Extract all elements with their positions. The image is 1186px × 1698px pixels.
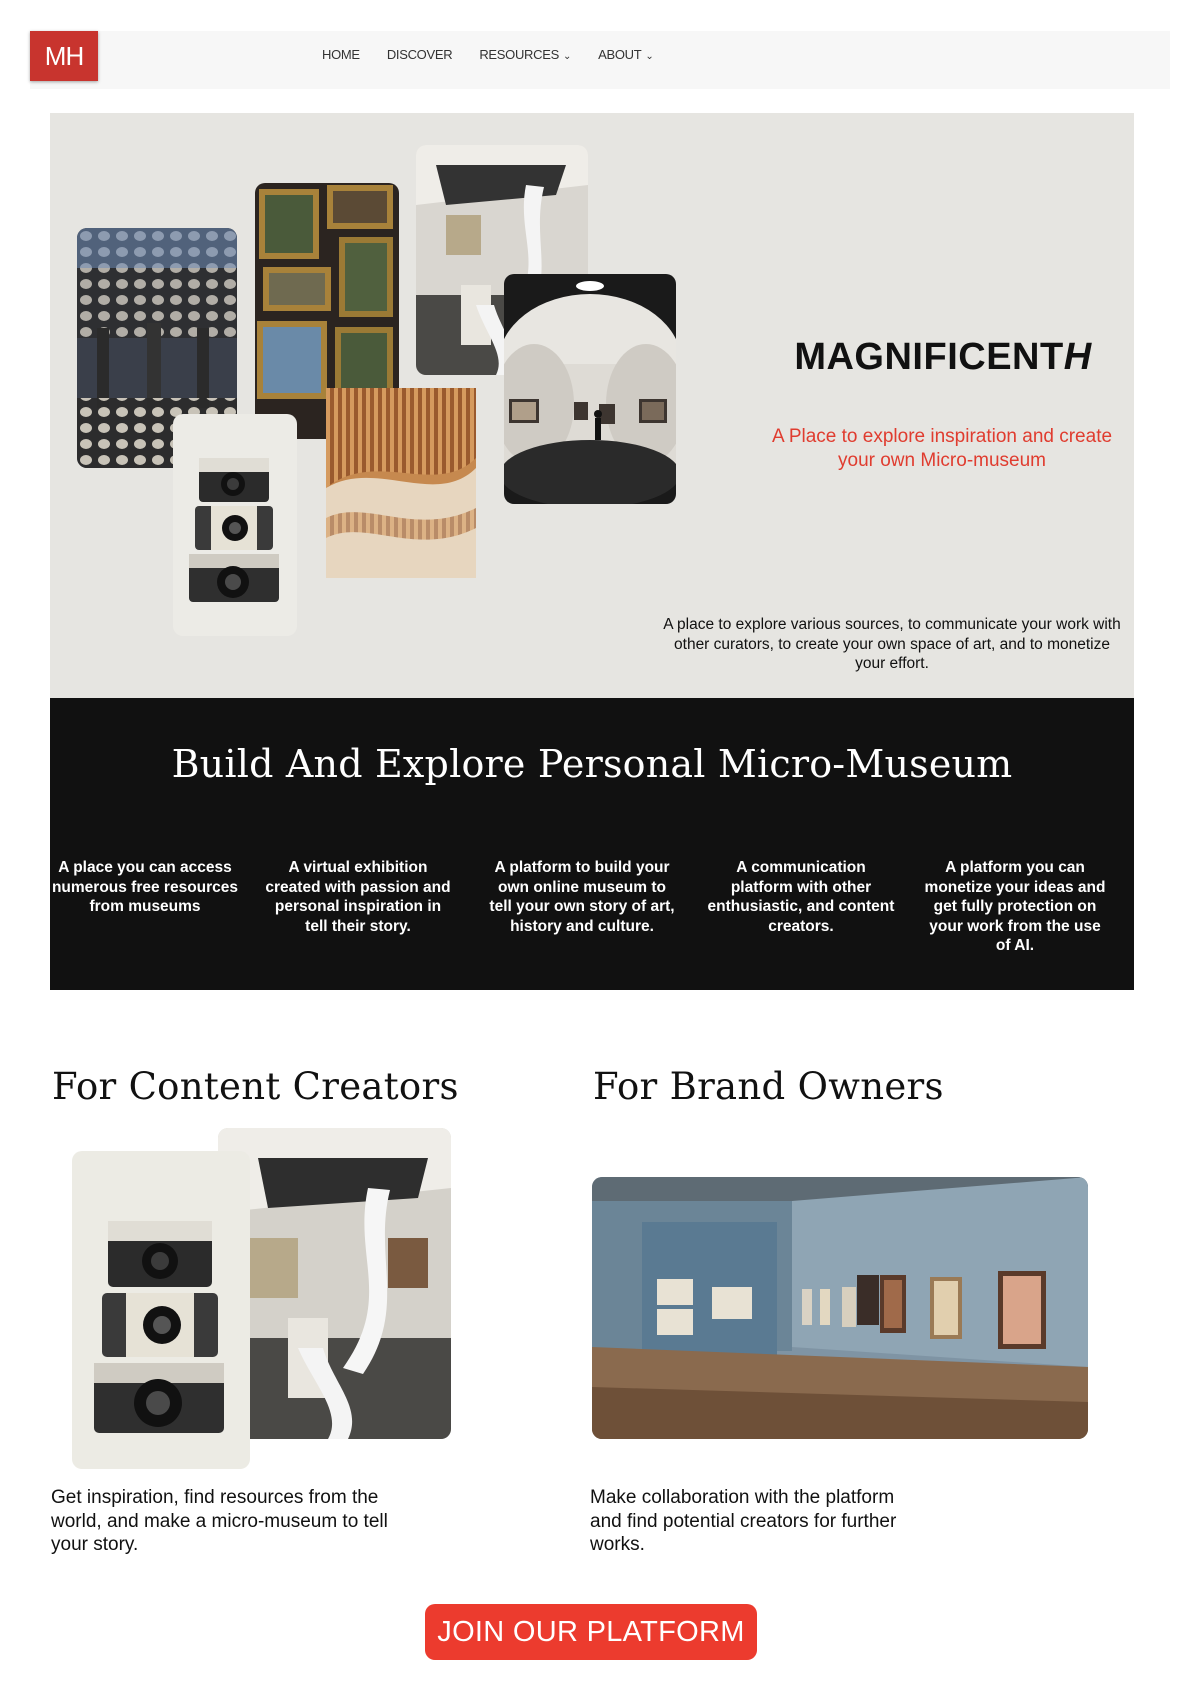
nav-about-label: ABOUT xyxy=(598,47,642,62)
brand-name-main: MAGNIFICENT xyxy=(794,336,1064,378)
creators-image-gallery xyxy=(218,1128,451,1439)
nav-discover[interactable]: DISCOVER xyxy=(386,47,453,62)
nav-resources[interactable] xyxy=(479,47,571,62)
nav-about[interactable] xyxy=(598,47,653,62)
nav-home[interactable]: HOME xyxy=(322,47,360,62)
hero-image-wood-tunnel xyxy=(326,388,476,578)
creators-image-cameras xyxy=(72,1151,250,1469)
creators-text: Get inspiration, find resources from the world, and make a micro-museum to tell your story. xyxy=(51,1487,388,1555)
feature-item: A virtual exhibition created with passion and personal inspiration in tell their story. xyxy=(265,859,451,935)
creators-title: For Content Creators xyxy=(52,1065,459,1108)
feature-item: A communication platform with other enthusiastic, and content creators. xyxy=(707,859,895,935)
brands-image-exhibition-room xyxy=(592,1177,1088,1439)
feature-item: A platform to build your own online museum to tell your own story of art, history and culture. xyxy=(489,859,675,935)
join-platform-button[interactable]: JOIN OUR PLATFORM xyxy=(425,1604,757,1660)
hero-image-cameras xyxy=(173,414,297,636)
nav-resources-label: RESOURCES xyxy=(479,47,559,62)
nav-links xyxy=(322,47,680,62)
feature-item: A place you can access numerous free resources from museums xyxy=(51,859,239,915)
logo-text: MH xyxy=(44,40,84,71)
chevron-down-icon: ⌄ xyxy=(645,51,654,62)
logo[interactable] xyxy=(30,31,98,81)
features-band xyxy=(50,698,1134,990)
hero-section xyxy=(50,113,1134,698)
hero-tagline: A Place to explore inspiration and create your own Micro-museum xyxy=(771,426,1113,471)
brand-name-tail: H xyxy=(1063,336,1092,378)
brands-title: For Brand Owners xyxy=(593,1065,944,1108)
brands-text: Make collaboration with the platform and find potential creators for further works. xyxy=(590,1487,897,1555)
chevron-down-icon: ⌄ xyxy=(562,51,572,62)
top-nav xyxy=(30,31,1170,89)
features-title: Build And Explore Personal Micro-Museum xyxy=(171,742,1013,786)
hero-description: A place to explore various sources, to communicate your work with other curators, to create your own space of art, and to monetize your effort. xyxy=(663,616,1121,672)
brand-name xyxy=(784,336,1102,379)
hero-image-white-hall xyxy=(504,274,676,504)
feature-item: A platform you can monetize your ideas and get fully protection on your work from the use of AI. xyxy=(924,859,1106,954)
